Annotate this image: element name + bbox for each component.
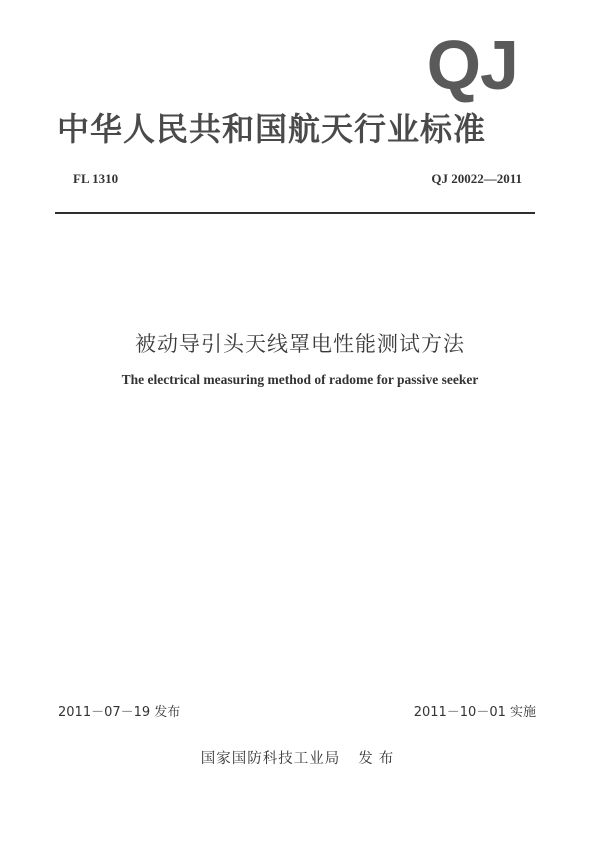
- header-divider: [55, 212, 535, 214]
- document-title-chinese: 被动导引头天线罩电性能测试方法: [135, 332, 465, 356]
- publisher-line: [0, 747, 600, 768]
- classification-code: FL 1310: [73, 171, 119, 186]
- standard-logo: QJ: [426, 26, 518, 104]
- standard-number: QJ 20022—2011: [431, 171, 522, 186]
- implementation-date: 2011－10－01 实施: [413, 705, 536, 720]
- standard-category-title: 中华人民共和国航天行业标准: [57, 110, 487, 148]
- publisher-name: 国家国防科技工业局: [200, 751, 341, 767]
- publisher-action: 发布: [358, 751, 400, 767]
- issue-date: 2011－07－19 发布: [58, 705, 181, 720]
- document-title-english: The electrical measuring method of radome for passive seeker: [121, 372, 479, 387]
